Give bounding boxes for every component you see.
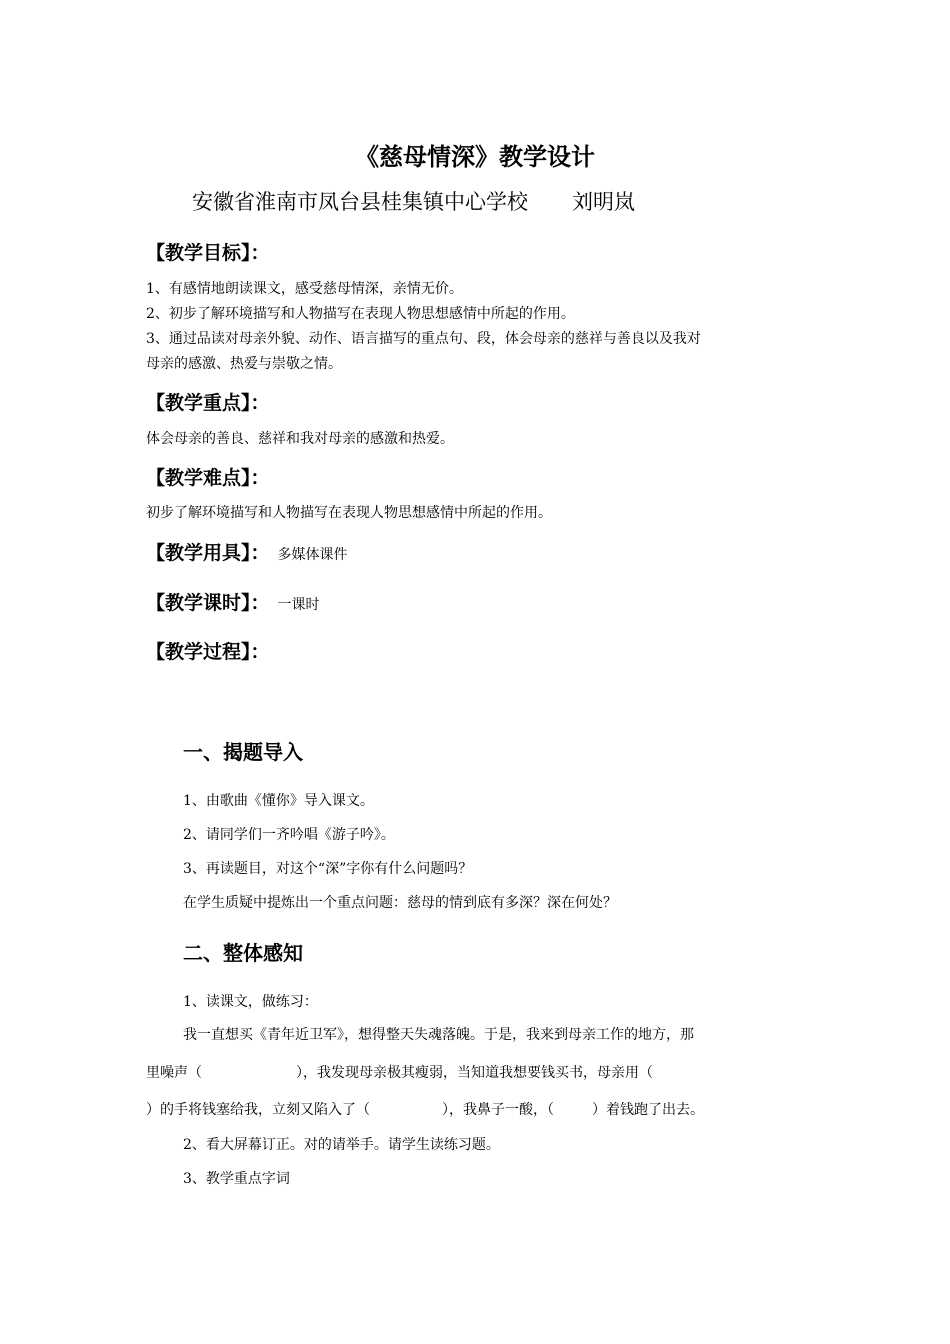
goals-heading: 【教学目标】： bbox=[146, 242, 270, 264]
exercise-text: ），我发现母亲极其瘦弱，当知道我想要钱买书，母亲用（ bbox=[296, 1065, 653, 1081]
section2-heading: 二、整体感知 bbox=[183, 941, 303, 965]
section1-item: 1、由歌曲《懂你》导入课文。 bbox=[183, 793, 374, 809]
goal-item: 2、初步了解环境描写和人物描写在表现人物思想感情中所起的作用。 bbox=[146, 306, 575, 322]
section1-item: 2、请同学们一齐吟唱《游子吟》。 bbox=[183, 827, 395, 843]
exercise-text: ）着钱跑了出去。 bbox=[592, 1102, 704, 1118]
tools-row bbox=[146, 538, 348, 565]
section1-item: 在学生质疑中提炼出一个重点问题：慈母的情到底有多深？深在何处？ bbox=[183, 895, 617, 911]
hours-row bbox=[146, 588, 320, 615]
tools-text: 多媒体课件 bbox=[277, 547, 348, 563]
exercise-text: ），我鼻子一酸，（ bbox=[442, 1102, 554, 1118]
exercise-line bbox=[146, 1099, 704, 1119]
tools-heading: 【教学用具】： bbox=[146, 542, 270, 564]
difficulties-text: 初步了解环境描写和人物描写在表现人物思想感情中所起的作用。 bbox=[146, 505, 552, 521]
author-name: 刘明岚 bbox=[572, 190, 635, 214]
goal-item: 母亲的感激、热爱与崇敬之情。 bbox=[146, 356, 342, 372]
goal-item: 3、通过品读对母亲外貌、动作、语言描写的重点句、段，体会母亲的慈祥与善良以及我对 bbox=[146, 331, 701, 347]
section1-heading: 一、揭题导入 bbox=[183, 740, 303, 764]
key-points-text: 体会母亲的善良、慈祥和我对母亲的感激和热爱。 bbox=[146, 431, 454, 447]
section2-item: 3、教学重点字词 bbox=[183, 1171, 290, 1187]
difficulties-heading: 【教学难点】： bbox=[146, 467, 270, 489]
exercise-line: 我一直想买《青年近卫军》，想得整天失魂落魄。于是，我来到母亲工作的地方，那 bbox=[183, 1027, 694, 1043]
hours-text: 一课时 bbox=[277, 597, 320, 613]
document-title: 《慈母情深》教学设计 bbox=[355, 142, 595, 171]
section2-item: 2、看大屏幕订正。对的请举手。请学生读练习题。 bbox=[183, 1137, 500, 1153]
author-line bbox=[192, 186, 635, 216]
goal-item: 1、有感情地朗读课文，感受慈母情深，亲情无价。 bbox=[146, 281, 463, 297]
section2-item: 1、读课文，做练习： bbox=[183, 994, 318, 1010]
key-points-heading: 【教学重点】： bbox=[146, 392, 270, 414]
process-heading: 【教学过程】： bbox=[146, 641, 270, 663]
author-school: 安徽省淮南市凤台县桂集镇中心学校 bbox=[192, 190, 528, 214]
exercise-text: 里噪声（ bbox=[146, 1065, 202, 1081]
section1-item: 3、再读题目，对这个“深”字你有什么问题吗？ bbox=[183, 861, 473, 877]
exercise-line bbox=[146, 1062, 653, 1082]
hours-heading: 【教学课时】： bbox=[146, 592, 270, 614]
exercise-text: ）的手将钱塞给我，立刻又陷入了（ bbox=[146, 1102, 370, 1118]
